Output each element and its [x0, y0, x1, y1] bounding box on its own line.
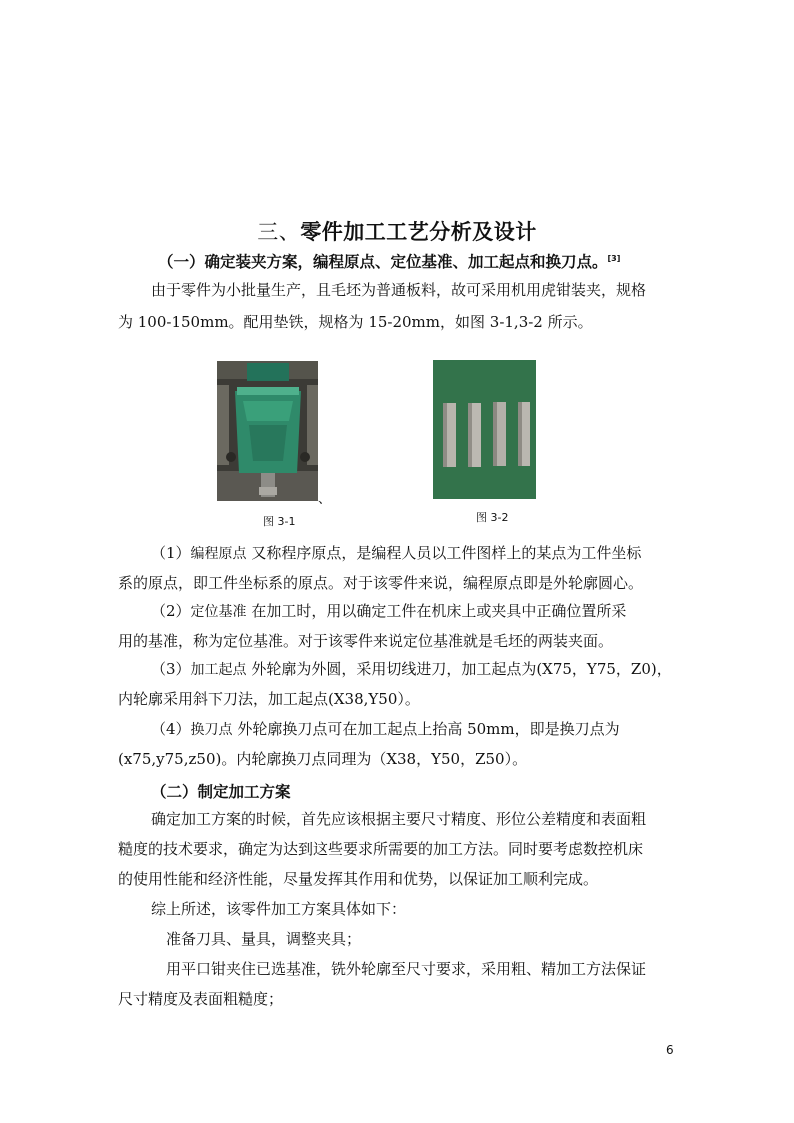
- shims-illustration: [433, 360, 536, 499]
- item-4-label: （4）: [151, 720, 191, 738]
- page-number: 6: [666, 1043, 674, 1057]
- citation-ref: [3]: [607, 253, 621, 263]
- subsection-heading-1: [158, 250, 620, 272]
- figure-3-2-caption: 图 3-2: [476, 511, 509, 524]
- subsection-heading-1-text: （一）确定装夹方案，编程原点、定位基准、加工起点和换刀点。: [158, 253, 608, 271]
- item-2-label: （2）: [151, 602, 191, 620]
- item-4-line-2: (x75,y75,z50)。内轮廓换刀点同理为（X38，Y50，Z50）。: [118, 750, 528, 768]
- vise-illustration: [217, 361, 318, 501]
- section-title-text: 零件加工工艺分析及设计: [300, 220, 537, 244]
- item-4-term: 换刀点: [190, 722, 233, 738]
- item-2-line-1: [151, 604, 626, 619]
- item-3-line-2: 内轮廓采用斜下刀法，加工起点(X38,Y50）。: [118, 690, 420, 708]
- step-prepare-tools: 准备刀具、量具，调整夹具；: [166, 930, 362, 948]
- item-4-line-1: [151, 722, 620, 737]
- intro-line-2: 为 100-150mm。配用垫铁，规格为 15-20mm，如图 3-1,3-2 所示。: [118, 313, 593, 331]
- section-title: [0, 216, 794, 246]
- item-3-line-1: [151, 662, 672, 677]
- step-mill-outer-line-2: 尺寸精度及表面粗糙度；: [118, 990, 284, 1008]
- item-3-term: 加工起点: [190, 662, 247, 678]
- item-1-text: 又称程序原点，是编程人员以工件图样上的某点为工件坐标: [246, 544, 642, 562]
- figure-3-1-vise-photo: [217, 361, 318, 501]
- step-mill-outer-line-1: 用平口钳夹住已选基准，铣外轮廓至尺寸要求，采用粗、精加工方法保证: [166, 960, 647, 978]
- item-4-text: 外轮廓换刀点可在加工起点上抬高 50mm，即是换刀点为: [232, 720, 620, 738]
- intro-line-1: 由于零件为小批量生产，且毛坯为普通板料，故可采用机用虎钳装夹，规格: [151, 281, 647, 299]
- item-2-line-2: 用的基准，称为定位基准。对于该零件来说定位基准就是毛坯的两装夹面。: [118, 632, 614, 650]
- summary-line: 综上所述，该零件加工方案具体如下：: [151, 900, 407, 918]
- plan-paragraph-line-2: 糙度的技术要求，确定为达到这些要求所需要的加工方法。同时要考虑数控机床: [118, 840, 644, 858]
- plan-paragraph-line-3: 的使用性能和经济性能，尽量发挥其作用和优势，以保证加工顺利完成。: [118, 870, 599, 888]
- item-1-line-1: [151, 546, 641, 561]
- item-3-label: （3）: [151, 660, 191, 678]
- item-1-term: 编程原点: [190, 546, 247, 562]
- figure-3-1-caption: 图 3-1: [263, 515, 296, 528]
- plan-paragraph-line-1: 确定加工方案的时候，首先应该根据主要尺寸精度、形位公差精度和表面粗: [151, 810, 647, 828]
- item-2-term: 定位基准: [190, 604, 247, 620]
- item-2-text: 在加工时，用以确定工件在机床上或夹具中正确位置所采: [246, 602, 627, 620]
- subsection-heading-2: （二）制定加工方案: [151, 783, 291, 801]
- stray-punctuation: 、: [318, 492, 332, 507]
- figure-3-2-shims-photo: [433, 360, 536, 499]
- section-number: 三、: [257, 220, 301, 244]
- item-1-line-2: 系的原点，即工件坐标系的原点。对于该零件来说，编程原点即是外轮廓圆心。: [118, 574, 644, 592]
- item-1-label: （1）: [151, 544, 191, 562]
- item-3-text: 外轮廓为外圆，采用切线进刀，加工起点为(X75，Y75，Z0)，: [246, 660, 672, 678]
